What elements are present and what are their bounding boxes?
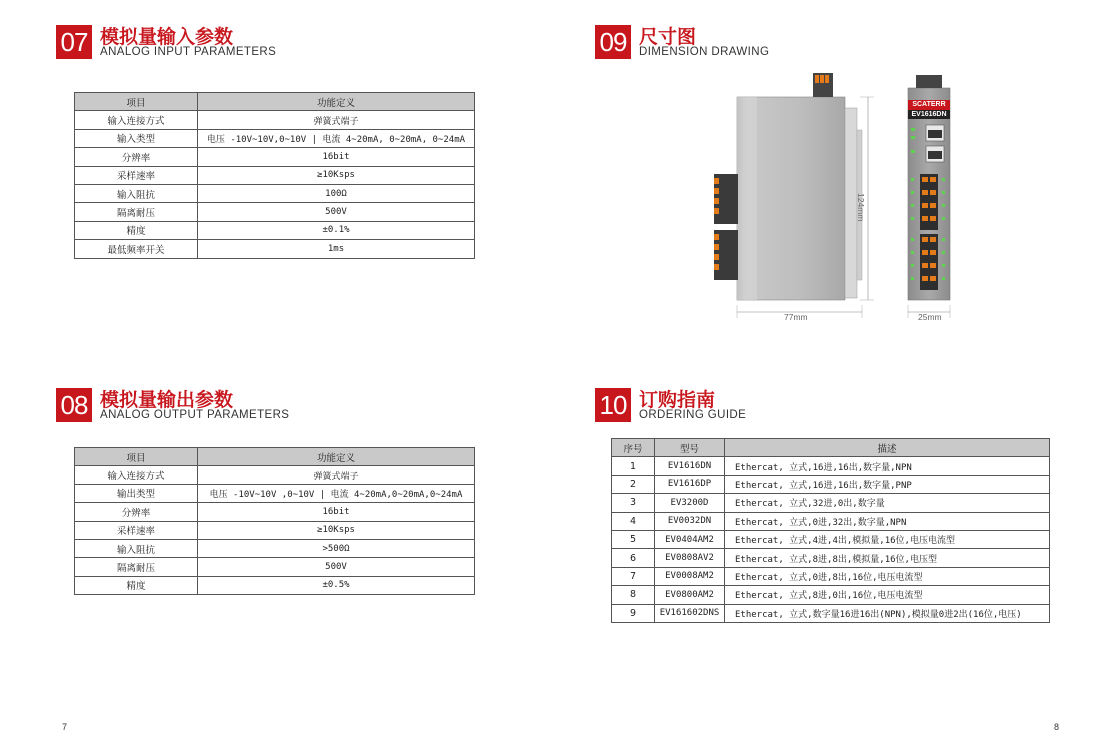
table-cell: 隔离耐压 <box>75 558 198 576</box>
section-number: 10 <box>595 388 631 422</box>
table-cell: ±0.1% <box>198 221 475 239</box>
table-row <box>75 203 475 221</box>
side-view <box>714 73 874 318</box>
table-cell: 输入类型 <box>75 129 198 147</box>
table-cell: Ethercat, 立式,8进,0出,16位,电压电流型 <box>725 586 1050 604</box>
column-header: 型号 <box>655 439 725 457</box>
table-row <box>612 604 1050 622</box>
table-header-row <box>612 439 1050 457</box>
table-cell: 采样速率 <box>75 521 198 539</box>
section-title: 模拟量输出参数 <box>100 389 234 411</box>
table-cell: 9 <box>612 604 655 622</box>
table-cell: EV3200D <box>655 494 725 512</box>
table-row <box>75 129 475 147</box>
table-row <box>75 576 475 594</box>
table-cell: Ethercat, 立式,0进,32出,数字量,NPN <box>725 512 1050 530</box>
page-number-left: 7 <box>62 722 68 732</box>
table-cell: 采样速率 <box>75 166 198 184</box>
table-row <box>612 549 1050 567</box>
table-row <box>612 457 1050 475</box>
table-cell: 隔离耐压 <box>75 203 198 221</box>
table-cell: 分辨率 <box>75 503 198 521</box>
table-cell: 弹簧式端子 <box>198 111 475 129</box>
table-row <box>612 530 1050 548</box>
table-row <box>75 484 475 502</box>
table-cell: 输入连接方式 <box>75 466 198 484</box>
table-row <box>75 558 475 576</box>
section-title: 模拟量输入参数 <box>100 26 234 48</box>
column-header: 项目 <box>75 93 198 111</box>
section-title: 订购指南 <box>639 389 716 411</box>
table-cell: 2 <box>612 475 655 493</box>
table-row <box>75 466 475 484</box>
table-header-row <box>75 93 475 111</box>
analog-input-table <box>74 92 475 259</box>
table-row <box>612 475 1050 493</box>
table-cell: 16bit <box>198 503 475 521</box>
table-row <box>612 512 1050 530</box>
table-cell: EV0808AV2 <box>655 549 725 567</box>
table-cell: 输出类型 <box>75 484 198 502</box>
depth-dimension-label: 25mm <box>918 312 942 322</box>
table-cell: 输入阻抗 <box>75 539 198 557</box>
table-cell: EV1616DN <box>655 457 725 475</box>
table-row <box>75 539 475 557</box>
table-cell: EV0032DN <box>655 512 725 530</box>
table-row <box>612 586 1050 604</box>
column-header: 描述 <box>725 439 1050 457</box>
table-cell: 精度 <box>75 221 198 239</box>
table-row <box>612 567 1050 585</box>
table-cell: EV161602DNS <box>655 604 725 622</box>
table-cell: Ethercat, 立式,4进,4出,模拟量,16位,电压电流型 <box>725 530 1050 548</box>
column-header: 项目 <box>75 448 198 466</box>
column-header: 序号 <box>612 439 655 457</box>
table-row <box>75 240 475 258</box>
table-cell: 1 <box>612 457 655 475</box>
table-cell: 8 <box>612 586 655 604</box>
table-cell: 100Ω <box>198 184 475 202</box>
table-cell: Ethercat, 立式,8进,8出,模拟量,16位,电压型 <box>725 549 1050 567</box>
width-dimension-label: 77mm <box>784 312 808 322</box>
section-subtitle: DIMENSION DRAWING <box>639 46 770 58</box>
table-cell: Ethercat, 立式,0进,8出,16位,电压电流型 <box>725 567 1050 585</box>
table-cell: ≥10Ksps <box>198 166 475 184</box>
table-cell: EV0008AM2 <box>655 567 725 585</box>
table-cell: 电压 -10V~10V,0~10V | 电流 4~20mA, 0~20mA, 0~24mA <box>198 129 475 147</box>
section-number: 07 <box>56 25 92 59</box>
section-07-header <box>56 25 356 65</box>
column-header: 功能定义 <box>198 448 475 466</box>
table-row <box>75 184 475 202</box>
table-cell: 1ms <box>198 240 475 258</box>
table-cell: 7 <box>612 567 655 585</box>
section-subtitle: ORDERING GUIDE <box>639 409 747 421</box>
table-cell: EV0800AM2 <box>655 586 725 604</box>
table-cell: 500V <box>198 203 475 221</box>
table-cell: 最低频率开关 <box>75 240 198 258</box>
column-header: 功能定义 <box>198 93 475 111</box>
table-cell: 4 <box>612 512 655 530</box>
table-cell: Ethercat, 立式,16进,16出,数字量,PNP <box>725 475 1050 493</box>
table-cell: 电压 -10V~10V ,0~10V | 电流 4~20mA,0~20mA,0~24mA <box>198 484 475 502</box>
table-cell: 5 <box>612 530 655 548</box>
section-subtitle: ANALOG INPUT PARAMETERS <box>100 46 277 58</box>
table-cell: 6 <box>612 549 655 567</box>
table-cell: 弹簧式端子 <box>198 466 475 484</box>
dimension-drawing <box>708 70 968 345</box>
table-row <box>75 148 475 166</box>
table-cell: 3 <box>612 494 655 512</box>
page-number-right: 8 <box>1054 722 1060 732</box>
table-row <box>75 503 475 521</box>
height-dimension-label: 124mm <box>856 193 866 222</box>
analog-output-table <box>74 447 475 595</box>
section-10-header <box>595 388 895 428</box>
section-subtitle: ANALOG OUTPUT PARAMETERS <box>100 409 290 421</box>
table-cell: 500V <box>198 558 475 576</box>
section-09-header <box>595 25 895 65</box>
table-cell: >500Ω <box>198 539 475 557</box>
table-header-row <box>75 448 475 466</box>
section-number: 08 <box>56 388 92 422</box>
ordering-guide-table <box>611 438 1050 623</box>
table-cell: Ethercat, 立式,数字量16进16出(NPN),模拟量0进2出(16位,电压) <box>725 604 1050 622</box>
section-number: 09 <box>595 25 631 59</box>
table-cell: Ethercat, 立式,32进,0出,数字量 <box>725 494 1050 512</box>
table-cell: EV1616DP <box>655 475 725 493</box>
table-cell: 精度 <box>75 576 198 594</box>
table-cell: 输入阻抗 <box>75 184 198 202</box>
table-row <box>75 221 475 239</box>
table-cell: ±0.5% <box>198 576 475 594</box>
model-label: EV1616DN <box>911 111 947 118</box>
brand-label: SCATERR <box>912 101 946 108</box>
table-cell: ≥10Ksps <box>198 521 475 539</box>
table-cell: 分辨率 <box>75 148 198 166</box>
table-row <box>75 111 475 129</box>
table-cell: EV0404AM2 <box>655 530 725 548</box>
section-08-header <box>56 388 356 428</box>
section-title: 尺寸图 <box>639 26 697 48</box>
table-cell: Ethercat, 立式,16进,16出,数字量,NPN <box>725 457 1050 475</box>
table-row <box>75 521 475 539</box>
table-cell: 16bit <box>198 148 475 166</box>
table-row <box>75 166 475 184</box>
table-row <box>612 494 1050 512</box>
table-cell: 输入连接方式 <box>75 111 198 129</box>
